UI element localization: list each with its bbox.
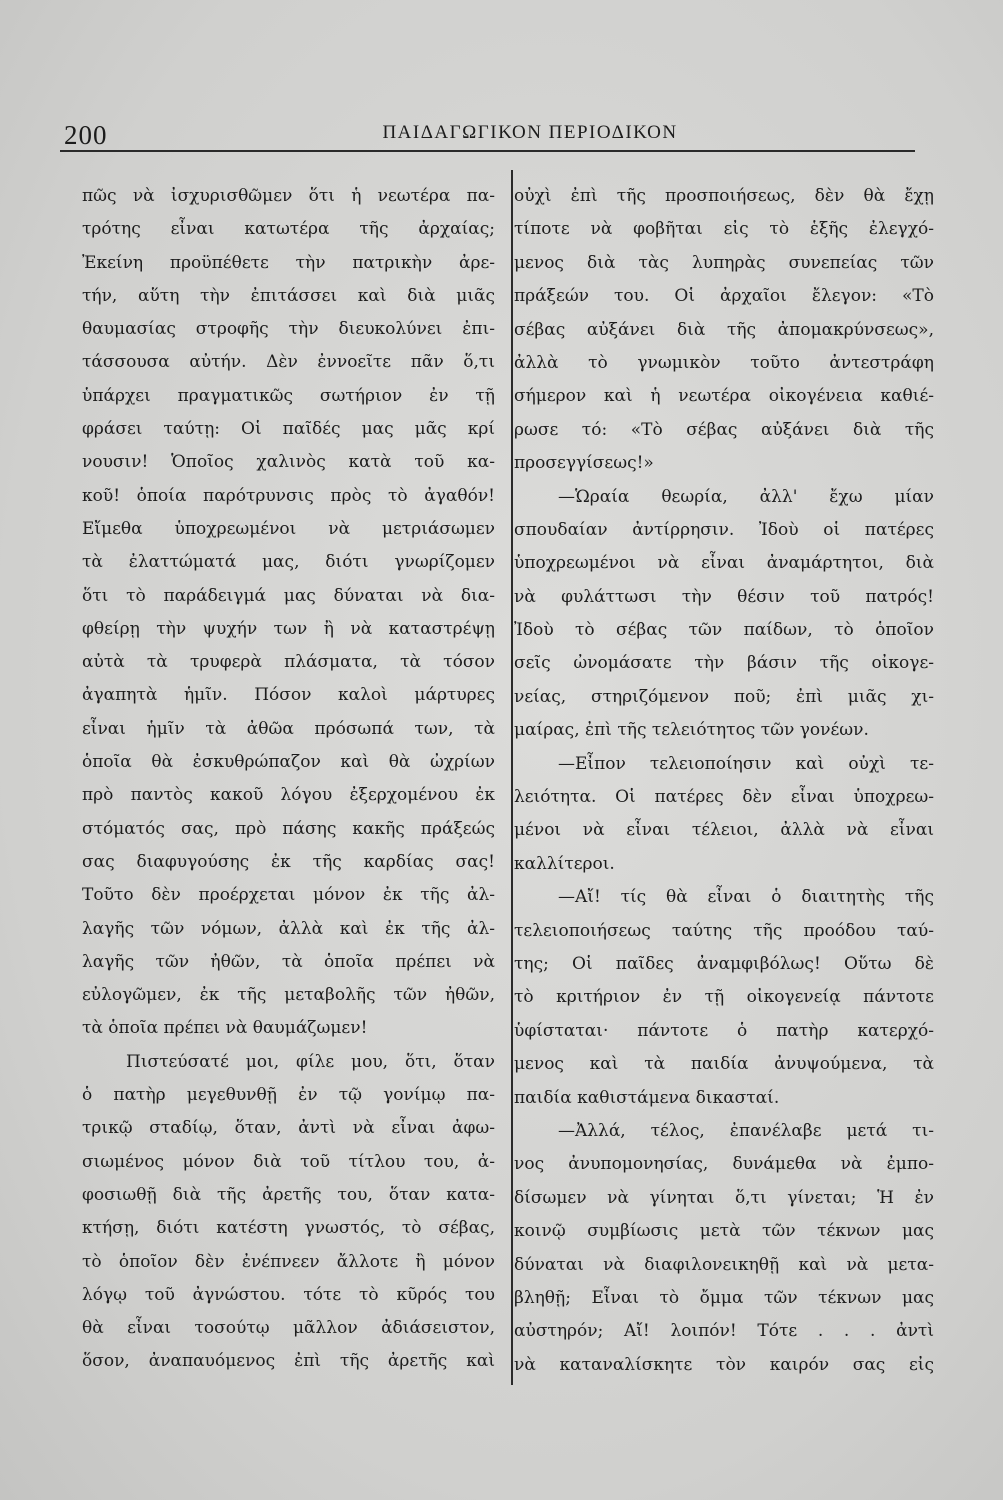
text-line: αὐστηρόν; Αἴ! λοιπόν! Τότε . . . ἀντὶ	[514, 1321, 934, 1342]
text-line: σέβας αὐξάνει διὰ τῆς ἀπομακρύνσεως»,	[514, 319, 934, 340]
text-line: κτήσῃ, διότι κατέστη γνωστός, τὸ σέβας,	[82, 1218, 495, 1239]
text-line: φράσει ταύτῃ: Οἱ παῖδές μας μᾶς κρί	[82, 419, 495, 440]
header-rule	[60, 150, 915, 152]
text-line: τὸ κριτήριον ἐν τῇ οἰκογενείᾳ πάντοτε	[514, 987, 934, 1008]
text-line: προσεγγίσεως!»	[514, 453, 654, 474]
text-line: τὰ ὁποῖα πρέπει νὰ θαυμάζωμεν!	[82, 1018, 368, 1039]
text-line: τελειοποιήσεως ταύτης τῆς προόδου ταύ-	[514, 920, 934, 941]
text-line: ὅσον, ἀναπαυόμενος ἐπὶ τῆς ἀρετῆς καὶ	[82, 1351, 495, 1372]
left-column	[82, 180, 495, 1379]
text-line: τήν, αὕτη τὴν ἐπιτάσσει καὶ διὰ μιᾶς	[82, 285, 495, 306]
running-title: ΠΑΙΔΑΓΩΓΙΚΟΝ ΠΕΡΙΟΔΙΚΟΝ	[382, 122, 678, 143]
text-line: σεῖς ὠνομάσατε τὴν βάσιν τῆς οἰκογε-	[514, 653, 934, 674]
text-line: λόγῳ τοῦ ἀγνώστου. τότε τὸ κῦρός του	[82, 1284, 495, 1305]
page-number: 200	[64, 120, 108, 150]
text-line: οὐχὶ ἐπὶ τῆς προσποιήσεως, δὲν θὰ ἔχῃ	[514, 186, 934, 206]
text-line: βληθῇ; Εἶναι τὸ ὄμμα τῶν τέκνων μας	[514, 1287, 934, 1308]
text-line: τρότης εἶναι κατωτέρα τῆς ἀρχαίας;	[82, 219, 495, 240]
text-line: πρὸ παντὸς κακοῦ λόγου ἐξερχομένου ἐκ	[82, 785, 495, 806]
text-line: νουσιν! Ὁποῖος χαλινὸς κατὰ τοῦ κα-	[82, 452, 495, 473]
text-line: τὰ ἐλαττώματά μας, διότι γνωρίζομεν	[82, 552, 495, 573]
text-line: ὅτι τὸ παράδειγμά μας δύναται νὰ δια-	[82, 585, 495, 606]
text-line: ρωσε τό: «Τὸ σέβας αὐξάνει διὰ τῆς	[514, 419, 934, 440]
text-line: νείας, στηριζόμενον ποῦ; ἐπὶ μιᾶς χι-	[514, 686, 934, 707]
text-line: της; Οἱ παῖδες ἀναμφιβόλως! Οὕτω δὲ	[514, 953, 934, 974]
text-line: —Ὡραία θεωρία, ἀλλ' ἔχω μίαν	[558, 486, 934, 507]
text-line: νὰ καταναλίσκητε τὸν καιρόν σας εἰς	[514, 1354, 934, 1375]
text-line: Εἴμεθα ὑποχρεωμένοι νὰ μετριάσωμεν	[82, 518, 495, 539]
text-line: Τοῦτο δὲν προέρχεται μόνον ἐκ τῆς ἀλ-	[82, 885, 495, 906]
right-column	[514, 180, 934, 1382]
text-line: ὑπάρχει πραγματικῶς σωτήριον ἐν τῇ	[82, 385, 495, 406]
text-line: Πιστεύσατέ μοι, φίλε μου, ὅτι, ὅταν	[126, 1051, 495, 1072]
text-line: ὁ πατὴρ μεγεθυνθῇ ἐν τῷ γονίμῳ πα-	[82, 1085, 495, 1106]
text-line: καλλίτεροι.	[514, 853, 615, 874]
text-line: Ἐκείνη προϋπέθετε τὴν πατρικὴν ἀρε-	[82, 252, 495, 273]
text-line: φθείρῃ τὴν ψυχήν των ἢ νὰ καταστρέψῃ	[82, 618, 495, 639]
text-line: αὐτὰ τὰ τρυφερὰ πλάσματα, τὰ τόσον	[82, 652, 495, 673]
text-line: —Αἴ! τίς θὰ εἶναι ὁ διαιτητὴς τῆς	[558, 887, 934, 908]
text-line: παιδία καθιστάμενα δικασταί.	[514, 1087, 780, 1108]
text-line: δύναται νὰ διαφιλονεικηθῇ καὶ νὰ μετα-	[514, 1254, 934, 1275]
text-line: μένοι νὰ εἶναι τέλειοι, ἀλλὰ νὰ εἶναι	[514, 820, 934, 841]
text-line: δίσωμεν νὰ γίνηται ὅ,τι γίνεται; Ἡ ἐν	[514, 1187, 934, 1208]
text-line: ἀλλὰ τὸ γνωμικὸν τοῦτο ἀντεστράφη	[514, 352, 934, 373]
text-line: κοῦ! ὁποία παρότρυνσις πρὸς τὸ ἀγαθόν!	[82, 485, 495, 506]
text-line: νὰ φυλάττωσι τὴν θέσιν τοῦ πατρός!	[514, 586, 934, 607]
text-line: φοσιωθῇ διὰ τῆς ἀρετῆς του, ὅταν κατα-	[82, 1184, 495, 1205]
text-line: λαγῆς τῶν ἠθῶν, τὰ ὁποῖα πρέπει νὰ	[82, 951, 495, 972]
text-line: εἶναι ἡμῖν τὰ ἀθῶα πρόσωπά των, τὰ	[82, 718, 495, 739]
text-line: κοινῷ συμβίωσις μετὰ τῶν τέκνων μας	[514, 1221, 934, 1242]
text-line: τὸ ὁποῖον δὲν ἐνέπνεεν ἄλλοτε ἢ μόνον	[82, 1251, 495, 1272]
text-line: —Εἶπον τελειοποίησιν καὶ οὐχὶ τε-	[558, 753, 934, 774]
text-line: νος ἀνυπομονησίας, δυνάμεθα νὰ ἐμπο-	[514, 1154, 934, 1175]
text-line: σας διαφυγούσης ἐκ τῆς καρδίας σας!	[82, 851, 495, 872]
text-line: λαγῆς τῶν νόμων, ἀλλὰ καὶ ἐκ τῆς ἀλ-	[82, 918, 495, 939]
text-line: στόματός σας, πρὸ πάσης κακῆς πράξεώς	[82, 818, 495, 839]
text-line: μενος καὶ τὰ παιδία ἀνυψούμενα, τὰ	[514, 1054, 934, 1075]
text-line: εὐλογῶμεν, ἐκ τῆς μεταβολῆς τῶν ἠθῶν,	[82, 985, 495, 1006]
text-line: μαίρας, ἐπὶ τῆς τελειότητος τῶν γονέων.	[514, 720, 869, 741]
text-line: σήμερον καὶ ἡ νεωτέρα οἰκογένεια καθιέ-	[514, 386, 934, 407]
page-header	[64, 118, 912, 158]
text-line: ὁποῖα θὰ ἐσκυθρώπαζον καὶ θὰ ὠχρίων	[82, 752, 495, 773]
text-line: τρικῷ σταδίῳ, ὅταν, ἀντὶ νὰ εἶναι ἀφω-	[82, 1118, 495, 1139]
text-line: πράξεών του. Οἱ ἀρχαῖοι ἔλεγον: «Τὸ	[514, 286, 934, 307]
text-line: λειότητα. Οἱ πατέρες δὲν εἶναι ὑποχρεω-	[514, 787, 934, 808]
text-line: ὑφίσταται· πάντοτε ὁ πατὴρ κατερχό-	[514, 1020, 934, 1041]
text-line: σιωμένος μόνον διὰ τοῦ τίτλου του, ἀ-	[82, 1151, 495, 1172]
text-line: σπουδαίαν ἀντίρρησιν. Ἰδοὺ οἱ πατέρες	[514, 519, 934, 540]
text-line: θὰ εἶναι τοσούτῳ μᾶλλον ἀδιάσειστον,	[82, 1318, 495, 1339]
text-line: πῶς νὰ ἰσχυρισθῶμεν ὅτι ἡ νεωτέρα πα-	[82, 186, 495, 206]
text-line: ἀγαπητὰ ἡμῖν. Πόσον καλοὶ μάρτυρες	[82, 685, 495, 706]
text-line: τίποτε νὰ φοβῆται εἰς τὸ ἑξῆς ἐλεγχό-	[514, 219, 934, 240]
column-divider	[511, 170, 513, 1385]
text-line: —Ἀλλά, τέλος, ἐπανέλαβε μετά τι-	[558, 1120, 934, 1141]
text-line: μενος διὰ τὰς λυπηρὰς συνεπείας τῶν	[514, 252, 934, 273]
text-line: Ἰδοὺ τὸ σέβας τῶν παίδων, τὸ ὁποῖον	[514, 620, 934, 641]
text-line: θαυμασίας στροφῆς τὴν διευκολύνει ἐπι-	[82, 319, 495, 340]
text-line: ὑποχρεωμένοι νὰ εἶναι ἀναμάρτητοι, διὰ	[514, 553, 934, 574]
text-line: τάσσουσα αὐτήν. Δὲν ἐννοεῖτε πᾶν ὅ,τι	[82, 352, 495, 373]
